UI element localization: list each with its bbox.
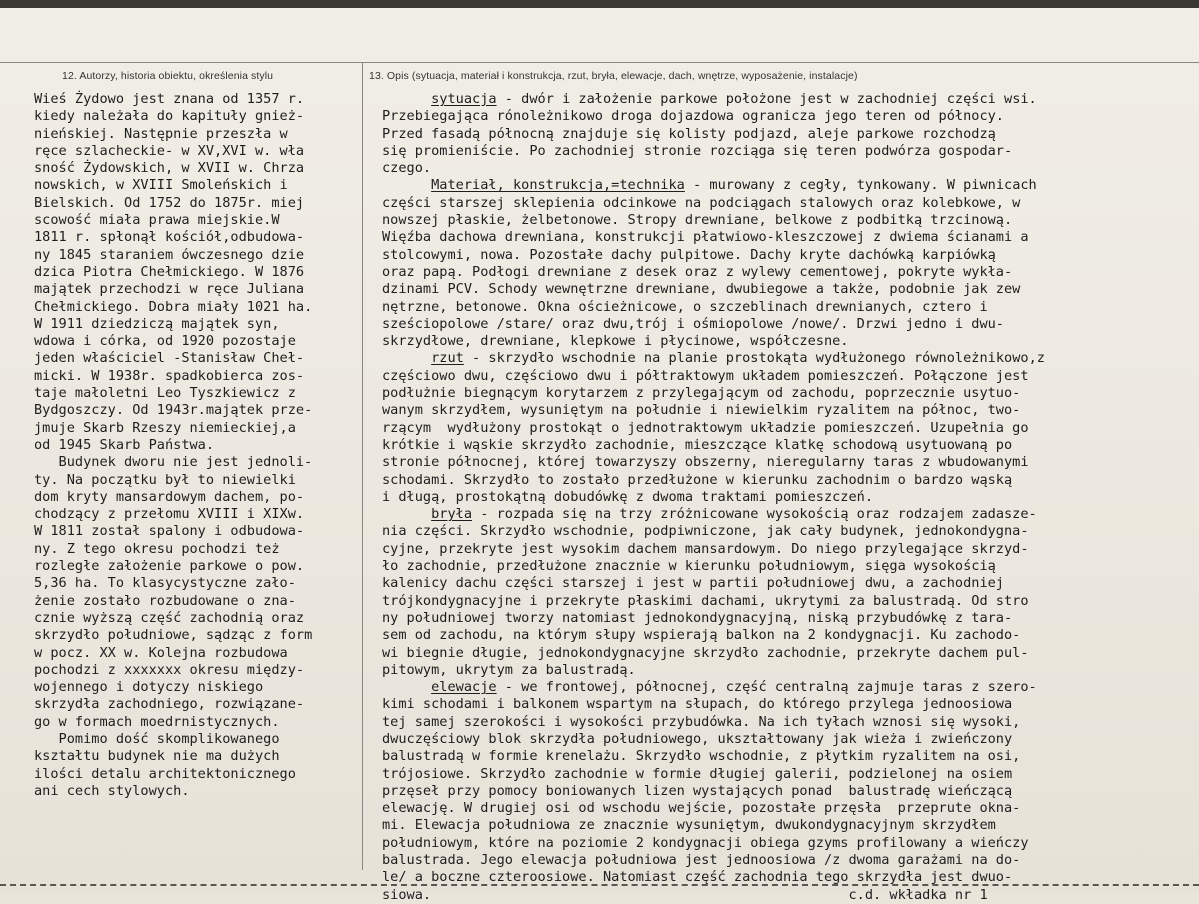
- history-text-line: go w formach moedrnistycznych.: [34, 713, 280, 730]
- history-text-line: sność Żydowskich, w XVII w. Chrza: [34, 160, 305, 177]
- description-text-line: [382, 108, 1194, 125]
- line-text: ny południowej tworzy natomiast jednokondygnacyjną, niską przybudówkę z tara-: [382, 609, 1013, 626]
- history-text-line: wdowa i córka, od 1920 pozostaje: [34, 333, 296, 350]
- description-text-line: [382, 420, 1194, 437]
- line-text: tej samej szerokości i wysokości przybudówka. Na ich tyłach wznosi się wysoki,: [382, 713, 1021, 730]
- history-text-line: pochodzi z xxxxxxx okresu między-: [34, 661, 305, 678]
- history-text-line: ny. Z tego okresu pochodzi też: [34, 540, 280, 557]
- description-text-line: [382, 766, 1194, 783]
- line-text: Więźba dachowa drewniana, konstrukcji płatwiowo-kleszczowej z dwiema ścianami a: [382, 229, 1029, 246]
- history-text-line: kiedy należała do kapituły gnież-: [34, 108, 305, 125]
- description-text-line: [382, 558, 1194, 575]
- history-text-line: W 1911 dziedziczą majątek syn,: [34, 315, 280, 332]
- section-keyword: sytuacja: [431, 91, 497, 107]
- description-text-line: [382, 454, 1194, 471]
- line-text: - we frontowej, północnej, część centralną zajmuje taras z szero-: [496, 679, 1037, 696]
- description-text-line: [382, 489, 1194, 506]
- description-text-line: [382, 748, 1194, 765]
- description-text-line: [382, 368, 1194, 385]
- line-text: nia części. Skrzydło wschodnie, podpiwniczone, jak cały budynek, jednokondygna-: [382, 523, 1029, 540]
- line-text: - murowany z cegły, tynkowany. W piwnicach: [684, 177, 1037, 194]
- description-text-line: [382, 541, 1194, 558]
- history-text-line: Bydgoszczy. Od 1943r.majątek prze-: [34, 402, 313, 419]
- line-text: balustradą w formie krenelażu. Skrzydło wschodnie, z płytkim ryzalitem na osi,: [382, 748, 1021, 765]
- description-text-line: [382, 800, 1194, 817]
- scan-edge-shadow: [0, 0, 1199, 8]
- description-text-line: [382, 627, 1194, 644]
- history-text-line: dzica Piotra Chełmickiego. W 1876: [34, 263, 305, 280]
- line-text: trójkondygnacyjne i przekryte płaskimi dachami, ukrytymi za balustradą. Od stro: [382, 592, 1029, 609]
- line-text: dzinami PCV. Schody wewnętrzne drewniane, dwubiegowe a także, podobnie jak zew: [382, 281, 1021, 298]
- line-text: trójosiowe. Skrzydło zachodnie w formie długiej galerii, podzielonej na osiem: [382, 765, 1013, 782]
- line-text: skrzydłowe, drewniane, klepkowe i płycinowe, współczesne.: [382, 333, 849, 350]
- line-text: ło zachodnie, przedłużone znacznie w kierunku południowym, sięga wysokością: [382, 558, 996, 575]
- description-text-line: [382, 333, 1194, 350]
- history-text-line: scowość miała prawa miejskie.W: [34, 212, 280, 229]
- history-text-line: ty. Na początku był to niewielki: [34, 471, 296, 488]
- history-text-line: Wieś Żydowo jest znana od 1357 r.: [34, 91, 305, 107]
- section-13-header: 13. Opis (sytuacja, materiał i konstrukcja, rzut, bryła, elewacje, dach, wnętrze, wyposażenie, instalacje): [369, 70, 858, 82]
- line-text: le/ a boczne czteroosiowe. Natomiast część zachodnia tego skrzydła jest dwuo-: [382, 869, 1013, 886]
- line-text: - rozpada się na trzy zróżnicowane wysokością oraz rodzajem zadasze-: [472, 506, 1037, 523]
- line-text: schodami. Skrzydło to zostało przedłużone w kierunku zachodnim o bardzo wąską: [382, 471, 1013, 488]
- description-text-line: [382, 714, 1194, 731]
- history-text-line: żenie zostało rozbudowane o zna-: [34, 592, 296, 609]
- line-text: sem od zachodu, na którym słupy wspierają balkon na 2 kondygnacji. Ku zachodo-: [382, 627, 1021, 644]
- history-text-line: Pomimo dość skomplikowanego: [34, 730, 280, 747]
- section-keyword: bryła: [431, 506, 473, 523]
- history-text-line: od 1945 Skarb Państwa.: [34, 436, 215, 453]
- description-text-line: [382, 835, 1194, 852]
- line-text: części starszej sklepienia odcinkowe na podciągach stalowych oraz kolebkowe, w: [382, 194, 1021, 211]
- line-text: Przebiegająca rónoleżnikowo droga dojazdowa ogranicza jego teren od północy.: [382, 108, 1004, 125]
- description-text-line: [382, 229, 1194, 246]
- description-text-line: [382, 350, 1194, 367]
- history-text-line: dom kryty mansardowym dachem, po-: [34, 488, 305, 505]
- history-text-line: ny 1845 staraniem ówczesnego dzie: [34, 246, 305, 263]
- line-text: przęseł przy pomocy boniowanych lizen wystających ponad balustradę wieńczącą: [382, 782, 1013, 799]
- description-text-line: [382, 662, 1194, 679]
- description-text-line: [382, 610, 1194, 627]
- description-text-line: [382, 402, 1194, 419]
- line-text: podłużnie biegnącym korytarzem z przylegającym od zachodu, poprzecznie usytuo-: [382, 385, 1021, 402]
- history-text-line: rozległe założenie parkowe o pow.: [34, 558, 305, 575]
- line-text: południowym, które na poziomie 2 kondygnacji obiega gzyms profilowany a wieńczy: [382, 834, 1029, 851]
- line-text: elewację. W drugiej osi od wschodu wejście, pozostałe przęsła przeprute okna-: [382, 800, 1021, 817]
- line-text: cyjne, przekryte jest wysokim dachem mansardowym. Do niego przylegające skrzyd-: [382, 540, 1029, 557]
- line-text: stronie północnej, której towarzyszy obszerny, nieregularny taras z wbudowanymi: [382, 454, 1029, 471]
- description-text-line: [382, 817, 1194, 834]
- line-text: kimi schodami i balkonem wspartym na słupach, do którego przylega jednoosiowa: [382, 696, 1013, 713]
- line-text: nowszej płaskie, żelbetonowe. Stropy drewniane, belkowe z podbitką trzcinową.: [382, 212, 1013, 229]
- line-text: wi biegnie długie, jednokondygnacyjne skrzydło zachodnie, przekryte dachem pul-: [382, 644, 1029, 661]
- description-text-line: [382, 869, 1194, 886]
- line-text: pitowym, ukrytym za balustradą.: [382, 661, 636, 678]
- description-text-line: [382, 696, 1194, 713]
- description-text-line: [382, 177, 1194, 194]
- line-text: - skrzydło wschodnie na planie prostokąta wydłużonego równoleżnikowo,z: [463, 350, 1045, 367]
- line-text: - dwór i założenie parkowe położone jest w zachodniej części wsi.: [496, 91, 1037, 107]
- line-text: mi. Elewacja południowa ze znacznie wysuniętym, dwukondygnacyjnym skrzydłem: [382, 817, 996, 834]
- history-column: [34, 91, 364, 800]
- history-text-line: wojennego i dotyczy niskiego: [34, 679, 264, 696]
- line-text: się promieniście. Po zachodniej stronie rozciąga się teren podwórza gospodar-: [382, 142, 1013, 159]
- section-keyword: rzut: [431, 350, 464, 367]
- history-text-line: ilości detalu architektonicznego: [34, 765, 296, 782]
- description-text-line: [382, 126, 1194, 143]
- description-text-line: [382, 523, 1194, 540]
- history-text-line: jmuje Skarb Rzeszy niemieckiej,a: [34, 419, 296, 436]
- history-text-line: nowskich, w XVIII Smoleńskich i: [34, 177, 288, 194]
- line-text: siowa. c.d. wkładka nr 1: [382, 886, 988, 903]
- history-text-line: nieńskiej. Następnie przeszła w: [34, 125, 288, 142]
- line-text: częściowo dwu, częściowo dwu i półtraktowym układem pomieszczeń. Połączone jest: [382, 367, 1029, 384]
- description-text-line: [382, 679, 1194, 696]
- description-text-line: [382, 316, 1194, 333]
- description-text-line: [382, 264, 1194, 281]
- history-text-line: skrzydła zachodniego, rozwiązane-: [34, 696, 305, 713]
- description-text-line: [382, 437, 1194, 454]
- line-text: i długą, prostokątną dobudówkę z dwoma traktami pomieszczeń.: [382, 488, 874, 505]
- line-text: stolcowymi, nowa. Pozostałe dachy pulpitowe. Dachy kryte dachówką karpiówką: [382, 246, 996, 263]
- history-text-line: cznie wyższą część zachodnią oraz: [34, 609, 305, 626]
- description-text-line: [382, 281, 1194, 298]
- line-text: sześciopolowe /stare/ oraz dwu,trój i ośmiopolowe /nowe/. Drzwi jedno i dwu-: [382, 315, 1004, 332]
- history-text-line: Budynek dworu nie jest jednoli-: [34, 454, 313, 471]
- line-text: oraz papą. Podłogi drewniane z desek oraz z wylewy cementowej, pokryte wykła-: [382, 263, 1013, 280]
- description-text-line: [382, 143, 1194, 160]
- line-text: wanym skrzydłem, wysuniętym na południe i niewielkim ryzalitem na północ, two-: [382, 402, 1021, 419]
- history-text-line: ręce szlacheckie- w XV,XVI w. wła: [34, 142, 305, 159]
- history-text-line: kształtu budynek nie ma dużych: [34, 748, 280, 765]
- description-text-line: [382, 731, 1194, 748]
- history-text-line: micki. W 1938r. spadkobierca zos-: [34, 367, 305, 384]
- description-text-line: [382, 852, 1194, 869]
- history-text-line: majątek przechodzi w ręce Juliana: [34, 281, 305, 298]
- line-text: dwuczęściowy blok skrzydła południowego, ukształtowany jak wieża i zwieńczony: [382, 730, 1013, 747]
- history-text-line: W 1811 został spalony i odbudowa-: [34, 523, 305, 540]
- description-text-line: [382, 506, 1194, 523]
- line-text: nętrzne, betonowe. Okna ościeżnicowe, o szczeblinach drewnianych, cztero i: [382, 298, 988, 315]
- line-text: Przed fasadą północną znajduje się kolisty podjazd, aleje parkowe rozchodzą: [382, 125, 996, 142]
- description-column: [382, 91, 1194, 904]
- history-text-line: 1811 r. spłonął kościół,odbudowa-: [34, 229, 305, 246]
- description-text-line: [382, 299, 1194, 316]
- description-text-line: [382, 887, 1194, 904]
- description-text-line: [382, 91, 1194, 108]
- description-text-line: [382, 195, 1194, 212]
- description-text-line: [382, 575, 1194, 592]
- line-text: balustrada. Jego elewacja południowa jest jednoosiowa /z dwoma garażami na do-: [382, 852, 1021, 869]
- line-text: krótkie i wąskie skrzydło zachodnie, mieszczące klatkę schodową usytuowaną po: [382, 436, 1013, 453]
- history-text-line: skrzydło południowe, sądząc z form: [34, 627, 313, 644]
- section-keyword: Materiał, konstrukcja,=technika: [431, 177, 685, 194]
- description-text-line: [382, 212, 1194, 229]
- description-text-line: [382, 783, 1194, 800]
- line-text: czego.: [382, 160, 432, 177]
- history-text-line: Chełmickiego. Dobra miały 1021 ha.: [34, 298, 313, 315]
- description-text-line: [382, 593, 1194, 610]
- section-keyword: elewacje: [431, 679, 497, 696]
- line-text: kalenicy dachu części starszej i jest w partii południowej dwu, a zachodniej: [382, 575, 1004, 592]
- history-text-line: w pocz. XX w. Kolejna rozbudowa: [34, 644, 288, 661]
- history-text-line: 5,36 ha. To klasycystyczne zało-: [34, 575, 296, 592]
- history-text-line: chodzący z przełomu XVIII i XIXw.: [34, 506, 305, 523]
- description-text-line: [382, 385, 1194, 402]
- history-text-line: Bielskich. Od 1752 do 1875r. miej: [34, 194, 305, 211]
- history-text-line: ani cech stylowych.: [34, 782, 190, 799]
- history-text-line: taje małoletni Leo Tyszkiewicz z: [34, 385, 296, 402]
- form-top-rule: [0, 62, 1199, 63]
- description-text-line: [382, 247, 1194, 264]
- description-text-line: [382, 472, 1194, 489]
- description-text-line: [382, 645, 1194, 662]
- history-text-line: jeden właściciel -Stanisław Cheł-: [34, 350, 305, 367]
- line-text: rzącym wydłużony prostokąt o jednotraktowym układzie pomieszczeń. Uzupełnia go: [382, 419, 1029, 436]
- section-12-header: 12. Autorzy, historia obiektu, określenia stylu: [62, 70, 274, 82]
- description-text-line: [382, 160, 1194, 177]
